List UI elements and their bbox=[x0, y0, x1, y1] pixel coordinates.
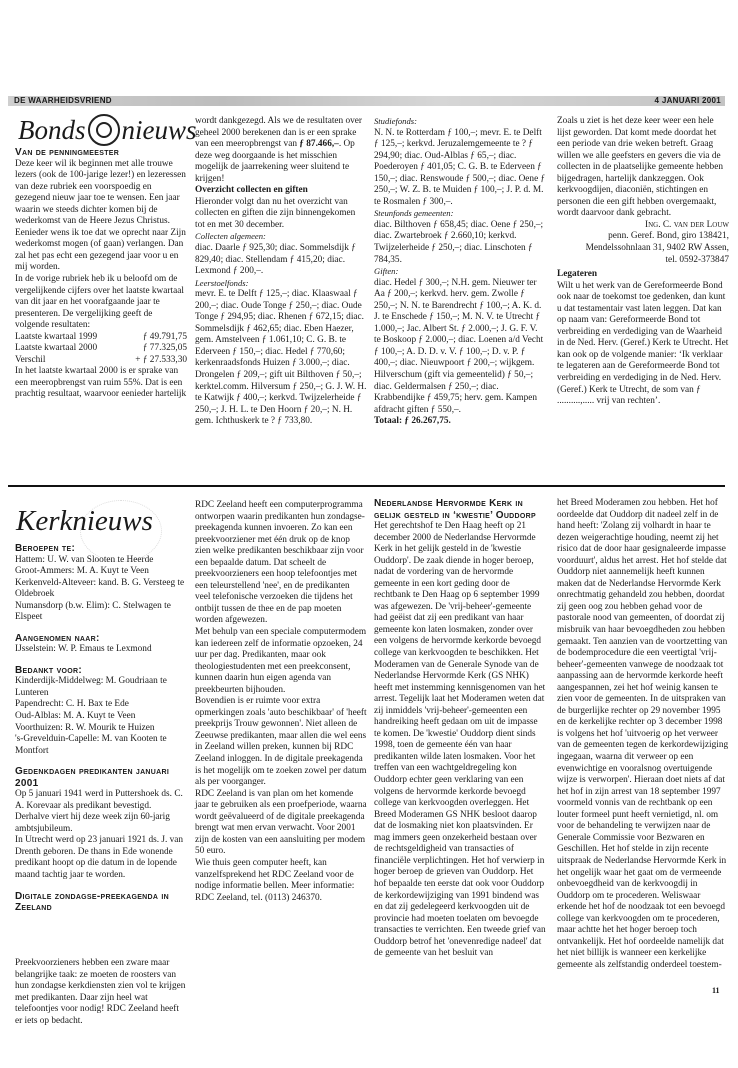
section-heading: Nederlandse Hervormde Kerk in gelijk gesteld in ‘kwestie’ Ouddorp bbox=[374, 498, 536, 521]
figure-value: ƒ 49.791,75 bbox=[142, 331, 187, 342]
figure-row bbox=[15, 332, 187, 344]
list-item: Groot-Ammers: M. A. Kuyt te Veen bbox=[15, 566, 149, 577]
signature-line: penn. Geref. Bond, giro 138421, bbox=[608, 231, 729, 242]
section-heading: Van de penningmeester bbox=[15, 147, 120, 158]
paragraph: het Breed Moderamen zou hebben. Het hof oordeelde dat Ouddorp dit nadeel zelf in de hand heeft: 'Zolang zij volhardt in haar te dezen weigerachtige houding, neemt zij het risico dat de door haar gesignaleerde impasse voorduurt', aldus het arrest. Het hof stelde dat Ouddorp niet aannemelijk heeft kunnen maken dat de Nederlandse Hervormde Kerk onrechtmatig gehandeld zou hebben, doordat zij geen oog zou hebben gehad voor de pastorale nood van gemeenten, of doordat zij misbruik van haar bevoegdheden zou hebben gemaakt. Ten aanzien van de voortzetting van de bodemprocedure die een veertigtal 'vrij-beheer'-gemeenten vanwege de noodzaak tot aanpassing aan de hervormde kerkorde heeft aangespannen, zei het hof weinig kansen te zien voor de gemeenten. In de uitspraken van de burgerlijke rechter op 29 november 1995 en de kerkelijke rechter op 3 december 1998 is volgens het hof 'uitvoerig op het verweer van de gemeenten tegen de kerkordewijziging ingegaan, waarna dit verweer op een evenwichtige en vooralsnog overtuigende wijze is verworpen'. Hieraan doet niets af dat het hof in zijn arrest van 18 september 1997 voormeld vonnis van de rechtbank op een louter formeel punt heeft vernietigd, nl. om voor de behandeling te verwijzen naar de Generale Commissie voor Bezwaren en Geschillen. Het hof stelde in zijn recente uitspraak de Nederlandse Hervormde Kerk in het ongelijk waar het gaat om de vermeende onbevoegdheid van de kerkvoogdij in Ouddorp om te procederen. Weliswaar erkende het hof de noodzaak tot een bevoegd college van kerkvoogden om te procederen, maar achtte het het hoger beroep toch ontvankelijk. Het hof oordeelde namelijk dat het niet billijk is wanneer een kerkelijke gemeente als zelfstandig onderdeel toestem- bbox=[557, 498, 729, 970]
paragraph: In de vorige rubriek heb ik u beloofd om de vergelijkende cijfers over het laatste kwartaal van dit jaar en het voorafgaande jaar te presenteren. De vergelijking geeft de volgende resultaten: bbox=[15, 273, 184, 331]
amount: ƒ 87.466,– bbox=[299, 139, 339, 150]
digitaal-start bbox=[15, 958, 187, 1026]
bondsnieuws-column-1 bbox=[15, 147, 187, 401]
fund-label: Giften: bbox=[374, 266, 399, 277]
bondsnieuws-column-4 bbox=[557, 116, 729, 408]
bondsnieuws-column-2 bbox=[195, 116, 367, 428]
list-item: Hattem: U. W. van Slooten te Heerde bbox=[15, 554, 154, 565]
list-item: Kinderdijk-Middelweg: M. Goudriaan te Lunteren bbox=[15, 676, 167, 698]
list-item: Oud-Alblas: M. A. Kuyt te Veen bbox=[15, 710, 136, 721]
fund-list: diac. Bilthoven ƒ 658,45; diac. Oene ƒ 250,–; diac. Zwartebroek ƒ 2.660,10; kerkvd. Twijzelerheide ƒ 250,–; diac. Linschoten ƒ 784,35. bbox=[374, 219, 544, 265]
paragraph: Bovendien is er ruimte voor extra opmerkingen zoals 'auto beschikbaar' of 'heeft preekprijs Trouw gewonnen'. Niet alleen de Zeeuwse predikanten, maar allen die wel eens in Zeeland willen preken, kunnen bij RDC Zeeland inloggen. In de digitale preekagenda is het mogelijk om te zoeken zowel per datum als per voorganger. bbox=[195, 696, 367, 788]
fund-label: Collecten algemeen: bbox=[195, 231, 266, 242]
paragraph: RDC Zeeland is van plan om het komende jaar te gebruiken als een proefperiode, waarna wordt geëvalueerd of de digitale preekagenda brengt wat men ervan verwacht. Voor 2001 zijn de kosten van een aansluiting per modem 50 euro. bbox=[195, 788, 367, 857]
publication-name: DE WAARHEIDSVRIEND bbox=[14, 96, 112, 105]
signature-line: tel. 0592-373847 bbox=[665, 254, 729, 265]
paragraph: In Utrecht werd op 23 januari 1921 ds. J. van Drenth geboren. De thans in Ede wonende predikant hoopt op die datum in de lopende maand tachtig jaar te worden. bbox=[15, 835, 184, 880]
list-item: Papendrecht: C. H. Bax te Ede bbox=[15, 699, 129, 710]
paragraph bbox=[195, 116, 367, 185]
signature-line: Mendelssohnlaan 31, 9402 RW Assen, bbox=[585, 243, 729, 254]
fund-list: diac. Daarle ƒ 925,30; diac. Sommelsdijk ƒ 829,40; diac. Stellendam ƒ 415,20; diac. Lexmond ƒ 200,–. bbox=[195, 243, 356, 277]
list-item: 's-Grevelduin-Capelle: M. van Kooten te Montfort bbox=[15, 734, 167, 756]
paragraph: Zoals u ziet is het deze keer weer een hele lijst geworden. Dat komt mede doordat het een periode van drie weken betreft. Graag willen we alle geefsters en gevers die via de collecten in de plaatselijke gemeente hebben bijgedragen, hartelijk dankzeggen. Ook kerkvoogdijen, diaconiën, stichtingen en personen die een gift hebben overgemaakt, wordt daarvoor dank gebracht. bbox=[557, 116, 723, 219]
bond-emblem-icon bbox=[88, 114, 120, 146]
fund-list: N. N. te Rotterdam ƒ 100,–; mevr. E. te Delft ƒ 125,–; kerkvd. Jeruzalemgemeente te ? ƒ 294,90; diac. Oud-Alblas ƒ 65,–; diac. Poederoyen ƒ 401,05; C. G. B. te Ederveen ƒ 150,–; diac. Renswoude ƒ 500,–; diac. Oene ƒ 250,–; W. Z. B. te Muiden ƒ 100,–; J. P. d. M. te Rosmalen ƒ 300,–. bbox=[374, 127, 546, 207]
paragraph: Het gerechtshof te Den Haag heeft op 21 december 2000 de Nederlandse Hervormde Kerk in het gelijk gesteld in de 'kwestie Ouddorp'. De zaak diende in hoger beroep, nadat de vordering van de hervormde gemeente in een kort geding door de rechtbank te Den Haag op 6 september 1999 was afgewezen. De 'vrij-beheer'-gemeente had geëist dat zij een predikant van haar gemeente kon laten losmaken, zonder over een volgens de hervormde kerkorde bevoegd college van kerkvoogden te beschikken. Het Moderamen van de Generale Synode van de Nederlandse Hervormde Kerk (GS NHK) heeft met instemming kennisgenomen van het arrest. Tegelijk laat het Moderamen weten dat zij inmiddels 'vrij-beheer'-gemeenten een handreiking heeft gedaan om uit de impasse te komen. De 'kwestie' Ouddorp dient sinds 1998, toen de gemeente één van haar predikanten wilde laten losmaken. Voor het treffen van een wachtgeldregeling kon Ouddorp echter geen verklaring van een volgens de hervormde kerkorde bevoegd college van kerkvoogden overleggen. Het Breed Moderamen GS NHK besloot daarop dat de losmaking niet kon plaatsvinden. Er mag immers geen onzekerheid bestaan over de rechtsgeldigheid van transacties of financiële verplichtingen. Het hof verwierp in hoger beroep de grieven van Ouddorp. Het hof bepaalde ten eerste dat ook voor Ouddorp de kerkordewijziging van 1991 bindend was en dat zij gedelegeerd kerkvoogden uit de provincie had moeten toelaten om bevoegde transacties te verrichten. Een tweede grief van Ouddorp betrof het 'onevenredige nadeel' dat de gemeente van het besluit van bbox=[374, 521, 546, 959]
fund-list: diac. Hedel ƒ 300,–; N.H. gem. Nieuwer ter Aa ƒ 200,–; kerkvd. herv. gem. Zwolle ƒ 250,–; N. N. te Barendrecht ƒ 100,–; A. K. d. J. te Enschede ƒ 150,–; M. N. V. te Utrecht ƒ 1.000,–; Jac. Albert St. ƒ 2.000,–; J. G. F. V. te Boskoop ƒ 2.000,–; diac. Loenen a/d Vecht ƒ 100,–; A. D. D. v. V. ƒ 100,–; D. v. P. ƒ 400,–; diac. Nieuwpoort ƒ 200,–; wijkgem. Hilverschum (gift via gemeentelid) ƒ 50,–; diac. Geldermalsen ƒ 250,–; diac. Krabbendijke ƒ 459,75; herv. gem. Kampen afdracht giften ƒ 550,–. bbox=[374, 277, 544, 415]
signature-name: Ing. C. van der Louw bbox=[644, 219, 729, 230]
figure-row bbox=[15, 355, 187, 367]
kerknieuws-column-4 bbox=[557, 498, 729, 971]
subheading: Legateren bbox=[557, 269, 598, 280]
list-item: Kerkenveld-Alteveer: kand. B. G. Versteeg te Oldebroek bbox=[15, 577, 185, 600]
fund-label: Leerstoelfonds: bbox=[195, 277, 249, 288]
kerknieuws-column-1 bbox=[15, 543, 187, 914]
section-heading: Digitale zondagse-preekagenda in Zeeland bbox=[15, 890, 169, 914]
kerknieuws-column-2 bbox=[195, 500, 367, 904]
bondsnieuws-column-3 bbox=[374, 116, 546, 428]
paragraph: Preekvoorzieners hebben een zware maar belangrijke taak: ze moeten de roosters van hun zondagse kerkdiensten zien vol te krijgen met predikanten. Daar zijn heel wat telefoontjes voor nodig! RDC Zeeland heeft er iets op bedacht. bbox=[15, 958, 186, 1026]
page-header-bar bbox=[8, 96, 725, 106]
section-heading: Beroepen te: bbox=[15, 543, 76, 554]
fund-list: mevr. E. te Delft ƒ 125,–; diac. Klaaswaal ƒ 200,–; diac. Oude Tonge ƒ 250,–; diac. Oude Tonge ƒ 294,95; diac. Rhenen ƒ 672,15; diac. Sommelsdijk ƒ 462,65; diac. Eben Haezer, gem. Amstelveen ƒ 1.061,10; C. G. B. te Ederveen ƒ 150,–; diac. Hedel ƒ 770,60; kerkenraadsfonds Huizen ƒ 3.000,–; diac. Drongelen ƒ 209,–; gift uit Bilthoven ƒ 50,–; kerktel.comm. Hilversum ƒ 250,–; G. J. W. H. te Katwijk ƒ 400,–; kerkvd. Twijzelerheide ƒ 250,–; J. H. L. te Den Hoorn ƒ 20,–; N. H. gem. Ichthuskerk te ? ƒ 733,80. bbox=[195, 289, 367, 427]
total: Totaal: ƒ 26.267,75. bbox=[374, 416, 451, 427]
logo-text-left: Bonds bbox=[18, 115, 86, 145]
section-heading: Bedankt voor: bbox=[15, 664, 83, 676]
paragraph: Met behulp van een speciale computermodem kan iedereen zelf de informatie opzoeken, 24 uur per dag. Predikanten, maar ook theologiestudenten met een preekconsent, kunnen daarin hun eigen agenda van preekbeurten bijhouden. bbox=[195, 627, 367, 695]
text: wordt dankgezegd. Als we de resultaten over geheel 2000 berekenen dan is er een sprake van een meeropbrengst van bbox=[195, 116, 363, 150]
paragraph: Wie thuis geen computer heeft, kan vanzelfsprekend het RDC Zeeland voor de nodige informatie bellen. Meer informatie: RDC Zeeland, tel. (0113) 246370. bbox=[195, 857, 355, 903]
figure-label: Laatste kwartaal 1999 bbox=[15, 331, 98, 342]
list-item: Voorthuizen: R. W. Mourik te Huizen bbox=[15, 722, 155, 733]
paragraph: Hieronder volgt dan nu het overzicht van collecten en giften die zijn binnengekomen tot en met 30 december. bbox=[195, 196, 356, 230]
fund-label: Studiefonds: bbox=[374, 116, 417, 126]
logo-text-right: nieuws bbox=[121, 115, 197, 145]
paragraph: Op 5 januari 1941 werd in Puttershoek ds. C. A. Korevaar als predikant bevestigd. Derhalve viert hij deze week zijn 60-jarig ambtsjubileum. bbox=[15, 789, 183, 834]
issue-date: 4 JANUARI 2001 bbox=[654, 96, 721, 105]
figure-value: + ƒ 27.533,30 bbox=[135, 354, 187, 365]
paragraph: RDC Zeeland heeft een computerprogramma ontworpen waarin predikanten hun zondagse-preekagenda kunnen invoeren. Zo kan een preekvoorziener met één druk op de knop zien welke predikanten beschikbaar zijn voor een bepaalde datum. Dat scheelt de preekvoorzieners een hoop telefoontjes met een teleurstellend 'nee', en de predikanten veel telefonische verzoeken die tijdens het ontbijt tussen de thee en de pap moeten worden afgewezen. bbox=[195, 500, 365, 626]
fund-label: Steunfonds gemeenten: bbox=[374, 208, 454, 219]
figure-label: Laatste kwartaal 2000 bbox=[15, 343, 98, 354]
page-number: 11 bbox=[712, 986, 720, 995]
section-heading: Aangenomen naar: bbox=[15, 632, 100, 644]
bondsnieuws-logo bbox=[18, 114, 197, 146]
list-item: Numansdorp (b.w. Elim): C. Stelwagen te Elspeet bbox=[15, 600, 171, 623]
text: . Op deze weg doorgaande is het misschien mogelijk de jaarrekening weer sluitend te krijgen! bbox=[195, 139, 355, 184]
figure-value: ƒ 77.325,05 bbox=[142, 343, 187, 354]
figure-row bbox=[15, 343, 187, 355]
kerknieuws-column-3 bbox=[374, 498, 546, 960]
list-item: IJsselstein: W. P. Emaus te Lexmond bbox=[15, 644, 152, 655]
figure-label: Verschil bbox=[15, 354, 46, 365]
subheading: Overzicht collecten en giften bbox=[195, 185, 308, 196]
kerknieuws-title: Kerknieuws bbox=[16, 505, 153, 537]
paragraph: In het laatste kwartaal 2000 is er sprake van een meeropbrengst van ruim 55%. Dat is een prachtig resultaat, waarvoor eenieder hartelijk bbox=[15, 366, 187, 400]
paragraph: Wilt u het werk van de Gereformeerde Bond ook naar de toekomst toe gedenken, dan kunt u dat testamentair vast laten leggen. Dat kan op naam van: Gereformeerde Bond tot verbreiding en verdediging van de Waarheid in de Ned. Herv. (Geref.) Kerk te Utrecht. Het kan ook op de volgende manier: ‘Ik verklaar te legateren aan de Gereformeerde Bond tot verbreiding en verdediging in de Ned. Herv. (Geref.) Kerk te Utrecht, de som van ƒ ..........,..... vrij van rechten’. bbox=[557, 280, 729, 407]
paragraph: Deze keer wil ik beginnen met alle trouwe lezers (ook de 100-jarige lezer!) en lezeressen van deze rubriek een voorspoedig en gezegend nieuw jaar toe te wensen. Een jaar waarin we steeds dichter komen bij de wederkomst van de Heere Jezus Christus. Eenieder wens ik toe dat we oprecht naar Zijn wederkomst mogen (of gaan) verlangen. Dan zal het pas echt een gezegend jaar voor u en mij worden. bbox=[15, 158, 186, 273]
section-divider bbox=[8, 485, 725, 487]
section-heading: Gedenkdagen predikanten januari 2001 bbox=[15, 766, 170, 789]
